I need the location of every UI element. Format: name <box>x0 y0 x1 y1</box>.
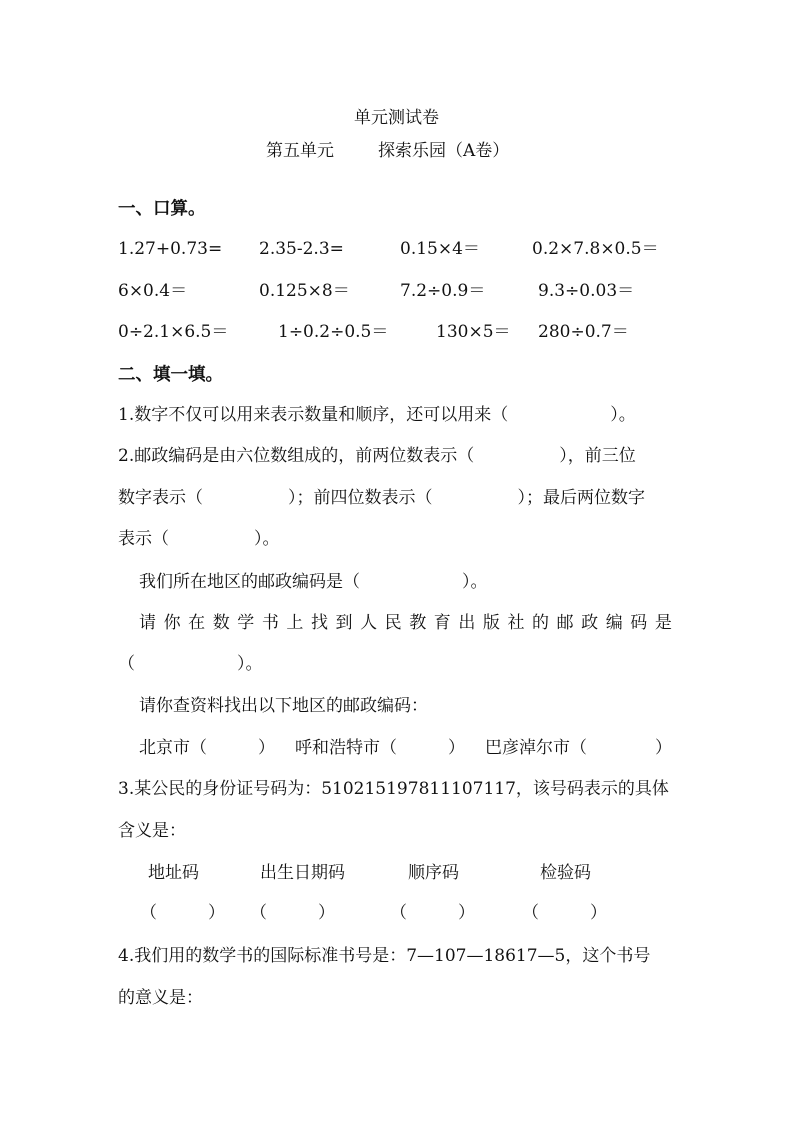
char: 在 <box>188 613 206 633</box>
question-4-line-2: 的意义是： <box>118 988 203 1008</box>
lookup-prompt: 请你查资料找出以下地区的邮政编码： <box>139 696 428 716</box>
problem: 6×0.4＝ <box>118 281 188 301</box>
char: 码 <box>630 613 648 633</box>
char: 出 <box>458 613 476 633</box>
problem: 0.15×4＝ <box>400 239 480 259</box>
char: 民 <box>384 613 402 633</box>
char: 育 <box>433 613 451 633</box>
char: 版 <box>482 613 500 633</box>
char: 你 <box>163 613 181 633</box>
label-birthdate-code: 出生日期码 <box>260 863 345 883</box>
char: 是 <box>654 613 672 633</box>
problem: 2.35-2.3= <box>259 239 344 259</box>
publisher-postcode-blank: （ ）。 <box>118 654 263 674</box>
section2-heading: 二、填一填。 <box>118 365 223 385</box>
problem: 0.125×8＝ <box>259 281 350 301</box>
unit-label: 第五单元 <box>266 141 334 161</box>
char: 到 <box>335 613 353 633</box>
problem: 1÷0.2÷0.5＝ <box>278 322 389 342</box>
blank: （ ） <box>390 903 475 923</box>
char: 学 <box>237 613 255 633</box>
char: 编 <box>605 613 623 633</box>
problem: 0÷2.1×6.5＝ <box>118 322 229 342</box>
problem: 9.3÷0.03＝ <box>538 281 635 301</box>
city-bayannur: 巴彦淖尔市（ ） <box>485 738 672 758</box>
problem: 7.2÷0.9＝ <box>400 281 486 301</box>
label-check-code: 检验码 <box>540 863 591 883</box>
publisher-postcode-prompt <box>139 611 672 635</box>
char: 人 <box>360 613 378 633</box>
city-postcodes <box>139 736 672 760</box>
city-beijing: 北京市（ ） <box>139 738 275 758</box>
blank: （ ） <box>250 903 335 923</box>
question-1: 1.数字不仅可以用来表示数量和顺序，还可以用来（ ）。 <box>118 405 636 425</box>
question-2-line-1: 2.邮政编码是由六位数组成的，前两位数表示（ ），前三位 <box>118 446 636 466</box>
blank: （ ） <box>140 903 225 923</box>
problem: 1.27+0.73= <box>118 239 223 259</box>
problem: 280÷0.7＝ <box>538 322 629 342</box>
question-2-line-2: 数字表示（ ）；前四位数表示（ ）；最后两位数字 <box>118 488 645 508</box>
char: 找 <box>310 613 328 633</box>
question-2-line-3: 表示（ ）。 <box>118 529 280 549</box>
label-sequence-code: 顺序码 <box>408 863 459 883</box>
question-3-line-1: 3.某公民的身份证号码为：510215197811107117，该号码表示的具体 <box>118 779 669 799</box>
char: 政 <box>581 613 599 633</box>
problem: 130×5＝ <box>436 322 511 342</box>
city-hohhot: 呼和浩特市（ ） <box>295 738 465 758</box>
label-address-code: 地址码 <box>148 863 199 883</box>
char: 的 <box>532 613 549 633</box>
char: 教 <box>409 613 427 633</box>
char: 上 <box>286 613 304 633</box>
char: 社 <box>507 613 525 633</box>
char: 请 <box>139 613 156 633</box>
blank: （ ） <box>522 903 607 923</box>
char: 数 <box>212 613 230 633</box>
problem: 0.2×7.8×0.5＝ <box>532 239 659 259</box>
question-4-line-1: 4.我们用的数学书的国际标准书号是：7—107—18617—5，这个书号 <box>118 946 651 966</box>
char: 书 <box>261 613 279 633</box>
section1-heading: 一、口算。 <box>118 199 206 219</box>
local-postcode-prompt: 我们所在地区的邮政编码是（ ）。 <box>139 572 488 592</box>
char: 邮 <box>556 613 574 633</box>
unit-name: 探索乐园（A卷） <box>378 141 510 161</box>
page-title: 单元测试卷 <box>354 108 439 128</box>
question-3-line-2: 含义是： <box>118 821 186 841</box>
